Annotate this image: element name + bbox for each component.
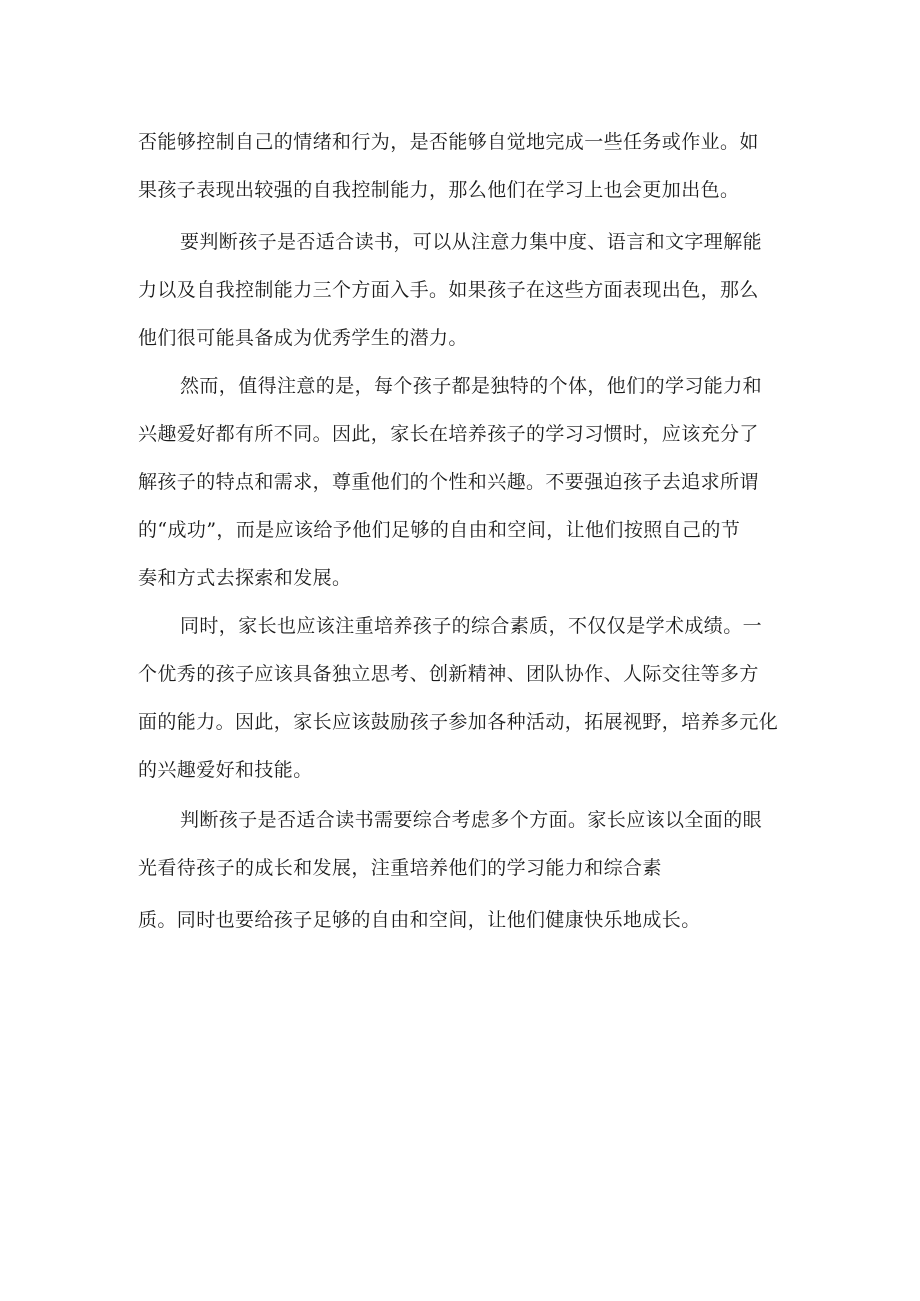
- paragraph-first-line: 然而，值得注意的是，每个孩子都是独特的个体，他们的学习能力和: [180, 375, 763, 397]
- text-line: 解孩子的特点和需求，尊重他们的个性和兴趣。不要强迫孩子去追求所谓: [138, 471, 759, 493]
- text-line: 兴趣爱好都有所不同。因此，家长在培养孩子的学习习惯时，应该充分了: [138, 423, 759, 445]
- text-line: 的“成功”，而是应该给予他们足够的自由和空间，让他们按照自己的节: [138, 519, 741, 541]
- text-line: 面的能力。因此，家长应该鼓励孩子参加各种活动，拓展视野，培养多元化: [138, 711, 779, 733]
- text-line: 的兴趣爱好和技能。: [138, 759, 313, 781]
- text-line: 否能够控制自己的情绪和行为，是否能够自觉地完成一些任务或作业。如: [138, 131, 759, 153]
- text-line: 奏和方式去探索和发展。: [138, 567, 352, 589]
- text-line: 他们很可能具备成为优秀学生的潜力。: [138, 327, 468, 349]
- text-line: 果孩子表现出较强的自我控制能力，那么他们在学习上也会更加出色。: [138, 179, 740, 201]
- text-line: 力以及自我控制能力三个方面入手。如果孩子在这些方面表现出色，那么: [138, 279, 759, 301]
- text-line: 质。同时也要给孩子足够的自由和空间，让他们健康快乐地成长。: [138, 909, 701, 931]
- text-line: 个优秀的孩子应该具备独立思考、创新精神、团队协作、人际交往等多方: [138, 663, 759, 685]
- paragraph-first-line: 同时，家长也应该注重培养孩子的综合素质，不仅仅是学术成绩。一: [180, 615, 763, 637]
- paragraph-first-line: 要判断孩子是否适合读书，可以从注意力集中度、语言和文字理解能: [180, 231, 763, 253]
- paragraph-first-line: 判断孩子是否适合读书需要综合考虑多个方面。家长应该以全面的眼: [180, 809, 763, 831]
- text-line: 光看待孩子的成长和发展，注重培养他们的学习能力和综合素: [138, 857, 662, 879]
